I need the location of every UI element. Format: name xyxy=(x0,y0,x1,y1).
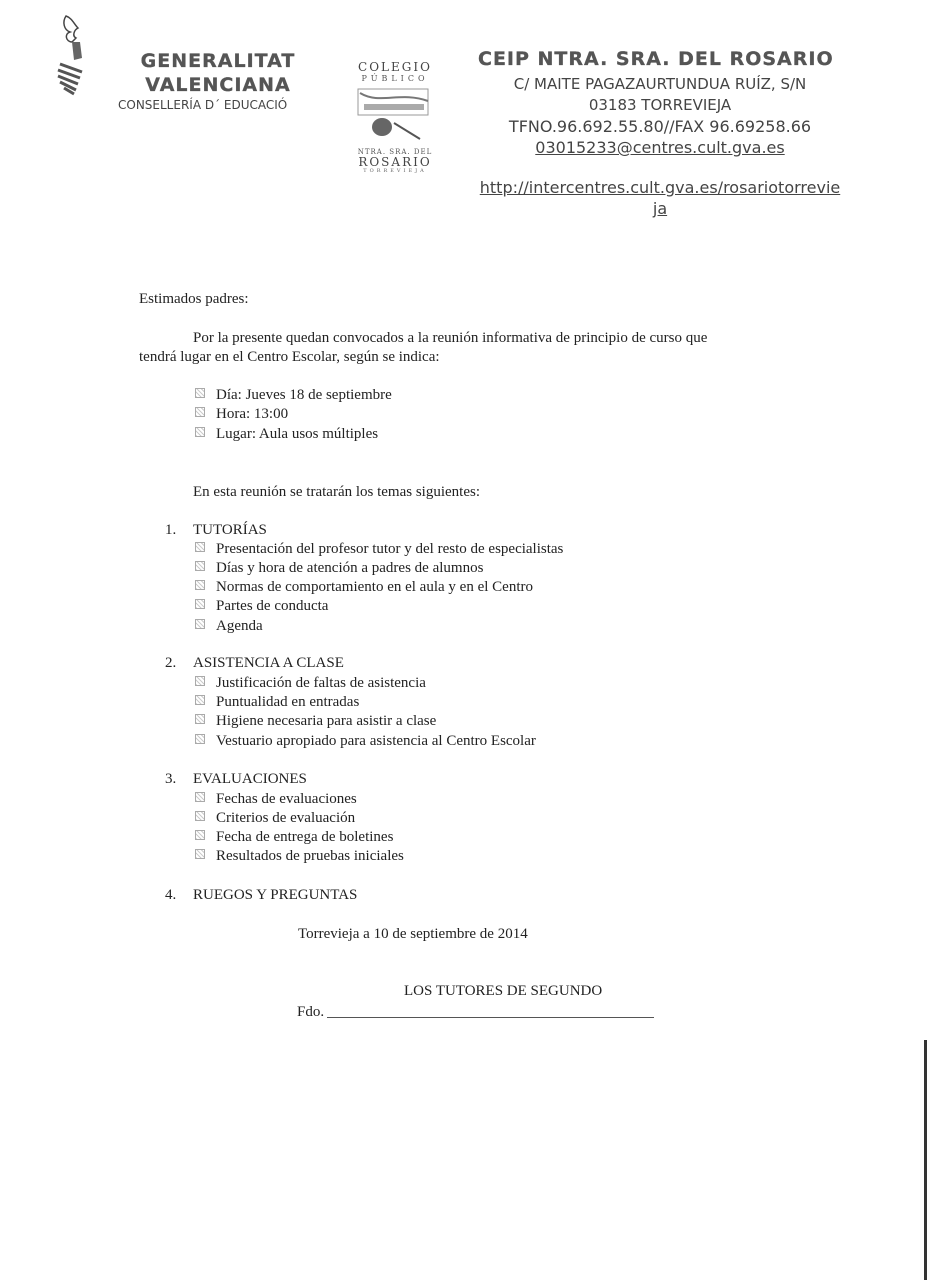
generalitat-emblem xyxy=(52,12,96,100)
bullet-icon xyxy=(195,407,205,417)
detail-place: Lugar: Aula usos múltiples xyxy=(195,425,378,444)
list-item: Vestuario apropiado para asistencia al Centro Escolar xyxy=(195,732,536,751)
list-item: Agenda xyxy=(195,617,263,636)
bullet-icon xyxy=(195,388,205,398)
list-item: Normas de comportamiento en el aula y en el Centro xyxy=(195,578,533,597)
list-item: Justificación de faltas de asistencia xyxy=(195,674,426,693)
conselleria-name: CONSELLERÍA D´ EDUCACIÓ xyxy=(118,98,288,112)
list-item: Partes de conducta xyxy=(195,597,328,616)
school-phone: TFNO.96.692.55.80//FAX 96.69258.66 xyxy=(508,117,812,136)
logo-sub-text: PÚBLICO xyxy=(361,74,429,83)
logo-emblem-icon xyxy=(350,83,440,143)
intro-line-1: Por la presente quedan convocados a la reunión informativa de principio de curso que xyxy=(193,330,708,346)
place-date: Torrevieja a 10 de septiembre de 2014 xyxy=(298,926,528,942)
school-website-link[interactable]: http://intercentres.cult.gva.es/rosariotorrevie xyxy=(479,178,841,197)
section-2-heading: 2. ASISTENCIA A CLASE xyxy=(165,655,344,671)
signature-label: Fdo. xyxy=(297,1004,325,1020)
section-4-heading: 4. RUEGOS Y PREGUNTAS xyxy=(165,887,358,903)
list-item: Fechas de evaluaciones xyxy=(195,790,357,809)
bullet-icon xyxy=(195,542,205,552)
school-city: 03183 TORREVIEJA xyxy=(588,96,732,114)
list-item: Puntualidad en entradas xyxy=(195,693,359,712)
bullet-icon xyxy=(195,427,205,437)
generalitat-name-line1: GENERALITAT xyxy=(140,50,296,72)
signature-line xyxy=(327,1001,654,1018)
section-3-heading: 3. EVALUACIONES xyxy=(165,771,307,787)
list-item: Días y hora de atención a padres de alumnos xyxy=(195,559,483,578)
list-item: Resultados de pruebas iniciales xyxy=(195,847,404,866)
generalitat-name-line2: VALENCIANA xyxy=(145,74,291,96)
bullet-icon xyxy=(195,811,205,821)
school-email-link[interactable]: 03015233@centres.cult.gva.es xyxy=(535,138,785,157)
list-item: Criterios de evaluación xyxy=(195,809,355,828)
bullet-icon xyxy=(195,580,205,590)
school-address: C/ MAITE PAGAZAURTUNDUA RUÍZ, S/N xyxy=(513,75,807,93)
bullet-icon xyxy=(195,619,205,629)
logo-bottom-text-2: ROSARIO xyxy=(358,155,432,169)
logo-top-text: COLEGIO xyxy=(358,60,432,74)
school-website-link-cont[interactable]: ja xyxy=(652,199,668,218)
greeting: Estimados padres: xyxy=(139,291,249,307)
bullet-icon xyxy=(195,695,205,705)
detail-day: Día: Jueves 18 de septiembre xyxy=(195,386,392,405)
bullet-icon xyxy=(195,676,205,686)
list-item: Fecha de entrega de boletines xyxy=(195,828,393,847)
bullet-icon xyxy=(195,734,205,744)
topics-intro: En esta reunión se tratarán los temas siguientes: xyxy=(193,484,480,500)
list-item: Higiene necesaria para asistir a clase xyxy=(195,712,436,731)
logo-bottom-text-1: NTRA. SRA. DEL xyxy=(357,148,433,156)
school-name: CEIP NTRA. SRA. DEL ROSARIO xyxy=(478,48,834,70)
bullet-icon xyxy=(195,714,205,724)
bullet-icon xyxy=(195,599,205,609)
intro-line-2: tendrá lugar en el Centro Escolar, según se indica: xyxy=(139,349,440,365)
list-item: Presentación del profesor tutor y del resto de especialistas xyxy=(195,540,563,559)
bullet-icon xyxy=(195,849,205,859)
signers: LOS TUTORES DE SEGUNDO xyxy=(404,983,603,999)
bullet-icon xyxy=(195,792,205,802)
scan-edge-mark xyxy=(924,1040,927,1280)
logo-bottom-text-3: TORREVIEJA xyxy=(363,168,427,174)
school-logo xyxy=(350,60,440,172)
bullet-icon xyxy=(195,561,205,571)
detail-time: Hora: 13:00 xyxy=(195,405,288,424)
section-1-heading: 1. TUTORÍAS xyxy=(165,522,267,538)
bullet-icon xyxy=(195,830,205,840)
